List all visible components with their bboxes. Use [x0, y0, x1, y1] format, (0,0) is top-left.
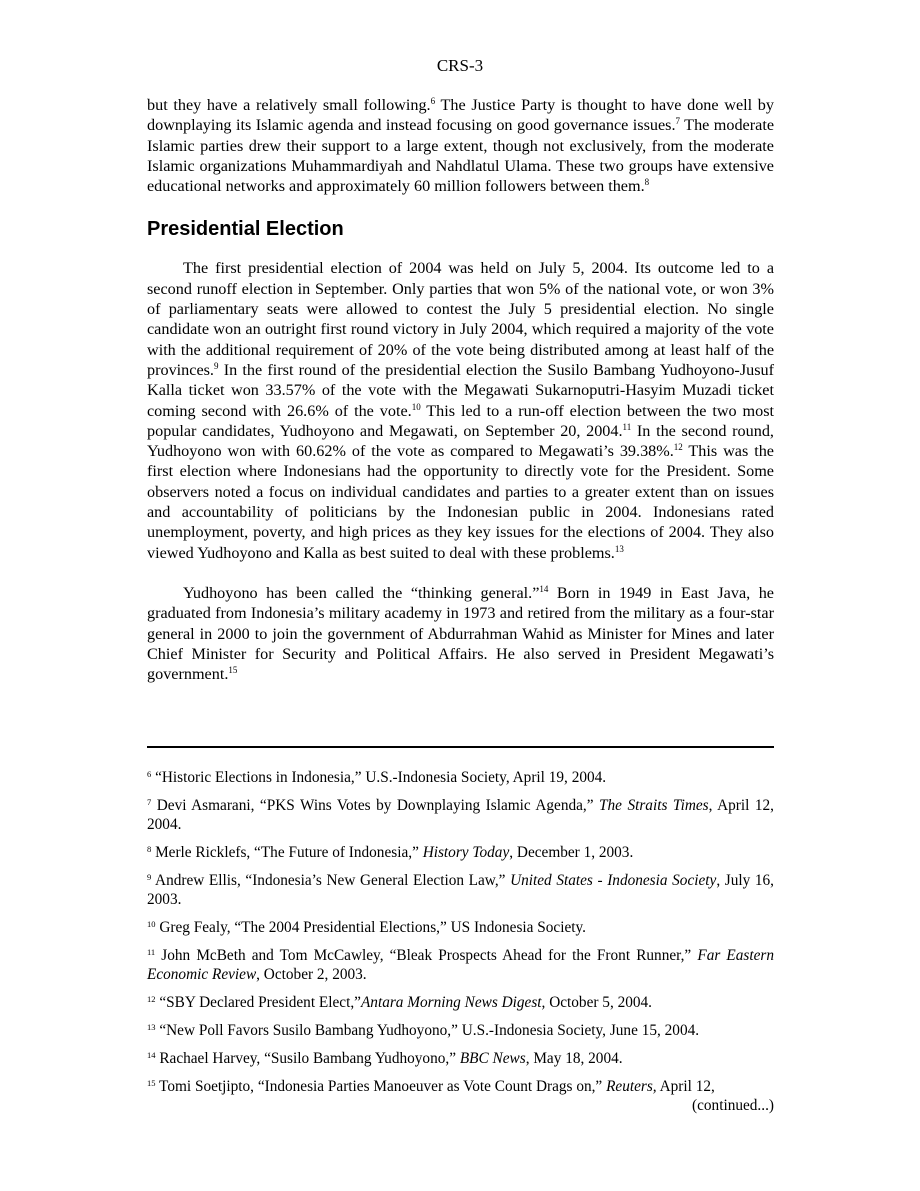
footnote-14: $^{14}$ Rachael Harvey, “Susilo Bambang Yudhoyono,” BBC News, May 18, 2004.	[147, 1050, 623, 1067]
footnote-12: $^{12}$ “SBY Declared President Elect,”Antara Morning News Digest, October 5, 2004.	[147, 994, 653, 1011]
footnote-ref-13[interactable]: 13	[614, 543, 624, 554]
footnote-ref-11[interactable]: 11	[622, 421, 632, 432]
footnote-6: $^6$ “Historic Elections in Indonesia,” U.S.-Indonesia Society, April 19, 2004.	[147, 769, 607, 786]
footnote-ref-7[interactable]: 7	[675, 116, 681, 127]
footnote-13: $^{13}$ “New Poll Favors Susilo Bambang Yudhoyono,” U.S.-Indonesia Society, June 15, 2004.	[147, 1022, 700, 1039]
main-body	[147, 95, 774, 684]
footnote-ref-12[interactable]: 12	[673, 442, 683, 453]
footnotes-section	[147, 768, 774, 1115]
footnote-ref-14[interactable]: 14	[539, 583, 549, 594]
footnote-divider	[147, 746, 774, 748]
footnote-ref-8[interactable]: 8	[644, 177, 650, 188]
election-paragraph: The first presidential election of 2004 was held on July 5, 2004. Its outcome led to a second runoff election in September. Only parties that won 5% of the national vote, or won 3% of parliamentary seats were allowed to contest the July 5 presidential election. No single candidate won an outright first round victory in July 2004, which required a majority of the vote with the additional requirement of 20% of the vote being distributed among at least half of the provinces.$^9$ In the first round of the presidential election the Susilo Bambang Yudhoyono-Jusuf Kalla ticket won 33.57% of the vote with the Megawati Sukarnoputri-Hasyim Muzadi ticket coming second with 26.6% of the vote.$^{10}$ This led to a run-off election between the two most popular candidates, Yudhoyono and Megawati, on September 20, 2004.11 In the second round, Yudhoyono won with 60.62% of the vote as compared to Megawati’s 39.38%.$^{12}$ This was the first election where Indonesians had the opportunity to directly vote for the President. Some observers noted a focus on individual candidates and parties to a greater extent than on issues and accountability of politicians by the Indonesian public in 2004. Indonesians rated unemployment, poverty, and high prices as they key issues for the elections of 2004. They also viewed Yudhoyono and Kalla as best suited to deal with these problems.$^{13}$	[147, 259, 774, 562]
footnote-10: $^{10}$ Greg Fealy, “The 2004 Presidential Elections,” US Indonesia Society.	[147, 919, 586, 936]
continued-label: (continued...)	[692, 1097, 774, 1114]
yudhoyono-paragraph: Yudhoyono has been called the “thinking general.”$^{14}$ Born in 1949 in East Java, he graduated from Indonesia’s military academy in 1973 and retired from the military as a four-star general in 2000 to join the government of Abdurrahman Wahid as Minister for Mines and later Chief Minister for Security and Political Affairs. He also served in President Megawati’s government.$^{15}$	[147, 583, 774, 684]
footnote-9: $^9$ Andrew Ellis, “Indonesia’s New General Election Law,” United States - Indonesia Society, July 16, 2003.	[147, 872, 775, 908]
footnote-11: $^{11}$ John McBeth and Tom McCawley, “Bleak Prospects Ahead for the Front Runner,” Far Eastern Economic Review, October 2, 2003.	[147, 947, 774, 983]
footnote-ref-10[interactable]: 10	[411, 401, 421, 412]
page-number-header: CRS-3	[436, 56, 484, 75]
footnote-8: $^8$ Merle Ricklefs, “The Future of Indonesia,” History Today, December 1, 2003.	[147, 844, 634, 861]
footnote-7: $^7$ Devi Asmarani, “PKS Wins Votes by Downplaying Islamic Agenda,” The Straits Times, April 12, 2004.	[147, 797, 774, 833]
footnote-ref-6[interactable]: 6	[430, 96, 436, 106]
footnote-ref-15[interactable]: 15	[228, 665, 238, 676]
footnote-15: $^{15}$ Tomi Soetjipto, “Indonesia Parties Manoeuver as Vote Count Drags on,” Reuters, April 12,	[147, 1078, 715, 1095]
intro-paragraph: but they have a relatively small following.$^6$ The Justice Party is thought to have done well by downplaying its Islamic agenda and instead focusing on good governance issues.$^7$ The moderate Islamic parties drew their support to a large extent, though not exclusively, from the moderate Islamic organizations Muhammardiyah and Nahdlatul Ulama. These two groups have extensive educational networks and approximately 60 million followers between them.$^8$	[147, 96, 774, 196]
section-heading: Presidential Election	[147, 218, 344, 241]
footnote-ref-9[interactable]: 9	[213, 360, 219, 371]
